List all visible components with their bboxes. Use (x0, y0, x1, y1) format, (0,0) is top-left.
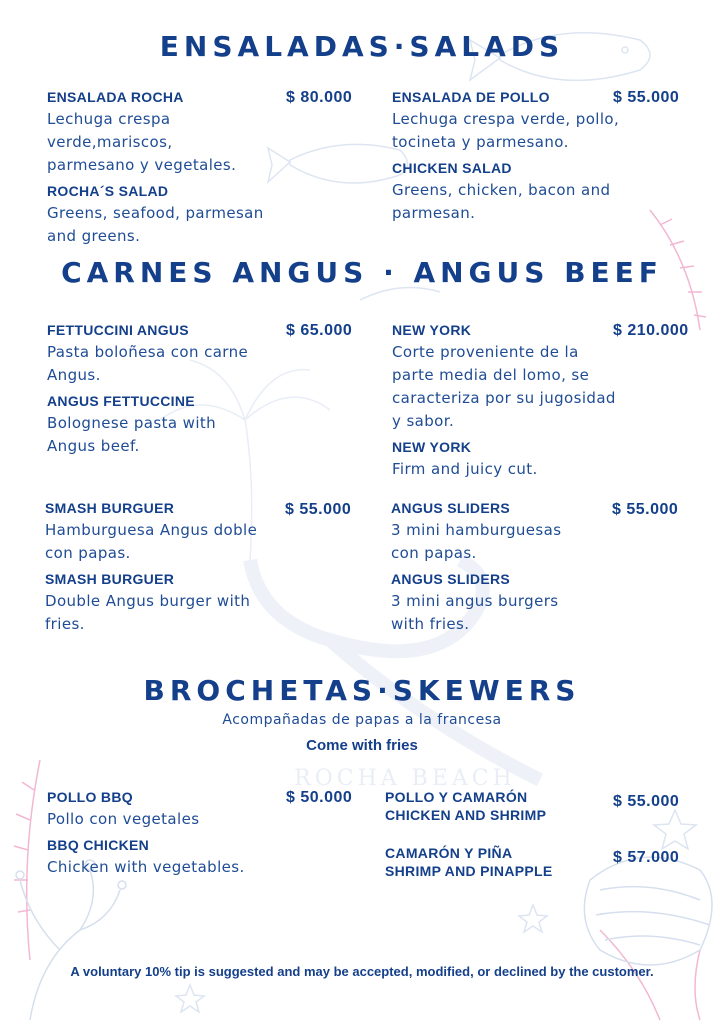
item-desc-en: Greens, seafood, parmesan and greens. (47, 204, 264, 245)
item-name-es: SMASH BURGUER (45, 500, 175, 516)
item-name-en: ANGUS SLIDERS (391, 571, 511, 587)
menu-item (392, 322, 632, 481)
item-desc-en: Bolognese pasta with Angus beef. (47, 414, 217, 455)
item-name-es: FETTUCCINI ANGUS (47, 322, 189, 338)
item-desc-en: Double Angus burger with fries. (45, 592, 251, 633)
item-desc-es: Corte proveniente de la parte media del lomo, se caracteriza por su jugosidad y sabor. (392, 343, 616, 430)
watermark: ROCHA BEACH (294, 766, 516, 791)
item-desc-es: Pollo con vegetales (47, 810, 200, 828)
coral-icon (16, 860, 126, 1020)
item-name-es: NEW YORK (392, 322, 472, 338)
item-desc-es: Lechuga crespa verde,mariscos, parmesano y vegetales. (47, 110, 237, 174)
item-desc-es: Lechuga crespa verde, pollo, tocineta y parmesano. (392, 110, 620, 151)
item-name-es: POLLO BBQ (47, 789, 133, 805)
item-desc-es: Pasta boloñesa con carne Angus. (47, 343, 249, 384)
menu-item (391, 500, 621, 636)
item-name-es: POLLO Y CAMARÓN (385, 789, 528, 805)
item-name-en: NEW YORK (392, 439, 472, 455)
menu-item (385, 845, 605, 879)
item-desc-en: 3 mini angus burgers with fries. (391, 592, 559, 633)
item-price: $ 55.000 (613, 793, 680, 810)
item-name-en: CHICKEN SALAD (392, 160, 512, 176)
menu-item (385, 789, 605, 823)
section-subtitle-en: Come with fries (306, 737, 418, 754)
item-name-es: ANGUS SLIDERS (391, 500, 511, 516)
item-desc-en: Greens, chicken, bacon and parmesan. (392, 181, 611, 222)
item-name-en: BBQ CHICKEN (47, 837, 150, 853)
menu-item (392, 89, 622, 225)
item-desc-es: Hamburguesa Angus doble con papas. (45, 521, 258, 562)
tip-note: A voluntary 10% tip is suggested and may be accepted, modified, or declined by the customer. (70, 964, 654, 979)
menu-item (47, 89, 287, 248)
item-name-es: ENSALADA DE POLLO (392, 89, 550, 105)
section-title-salads: ENSALADAS·SALADS (159, 30, 565, 63)
item-price: $ 65.000 (286, 322, 353, 339)
menu-item (47, 789, 282, 879)
item-name-en: SMASH BURGUER (45, 571, 175, 587)
item-price: $ 55.000 (285, 501, 352, 518)
item-name-en: CHICKEN AND SHRIMP (385, 807, 547, 823)
item-name-en: ANGUS FETTUCCINE (47, 393, 195, 409)
menu-item (47, 322, 282, 458)
menu-item (45, 500, 280, 636)
item-name-en: ROCHA´S SALAD (47, 183, 169, 199)
item-price: $ 210.000 (613, 322, 689, 339)
item-price: $ 57.000 (613, 849, 680, 866)
item-price: $ 55.000 (612, 501, 679, 518)
item-price: $ 50.000 (286, 789, 353, 806)
item-name-en: SHRIMP AND PINAPPLE (385, 863, 553, 879)
section-subtitle-es: Acompañadas de papas a la francesa (222, 712, 502, 728)
item-price: $ 55.000 (613, 89, 680, 106)
item-name-es: ENSALADA ROCHA (47, 89, 184, 105)
section-title-skewers: BROCHETAS·SKEWERS (143, 674, 581, 707)
item-price: $ 80.000 (286, 89, 353, 106)
section-title-beef: CARNES ANGUS · ANGUS BEEF (61, 256, 663, 289)
item-desc-en: Firm and juicy cut. (392, 460, 538, 478)
item-desc-en: Chicken with vegetables. (47, 858, 245, 876)
item-name-es: CAMARÓN Y PIÑA (385, 845, 513, 861)
item-desc-es: 3 mini hamburguesas con papas. (391, 521, 562, 562)
